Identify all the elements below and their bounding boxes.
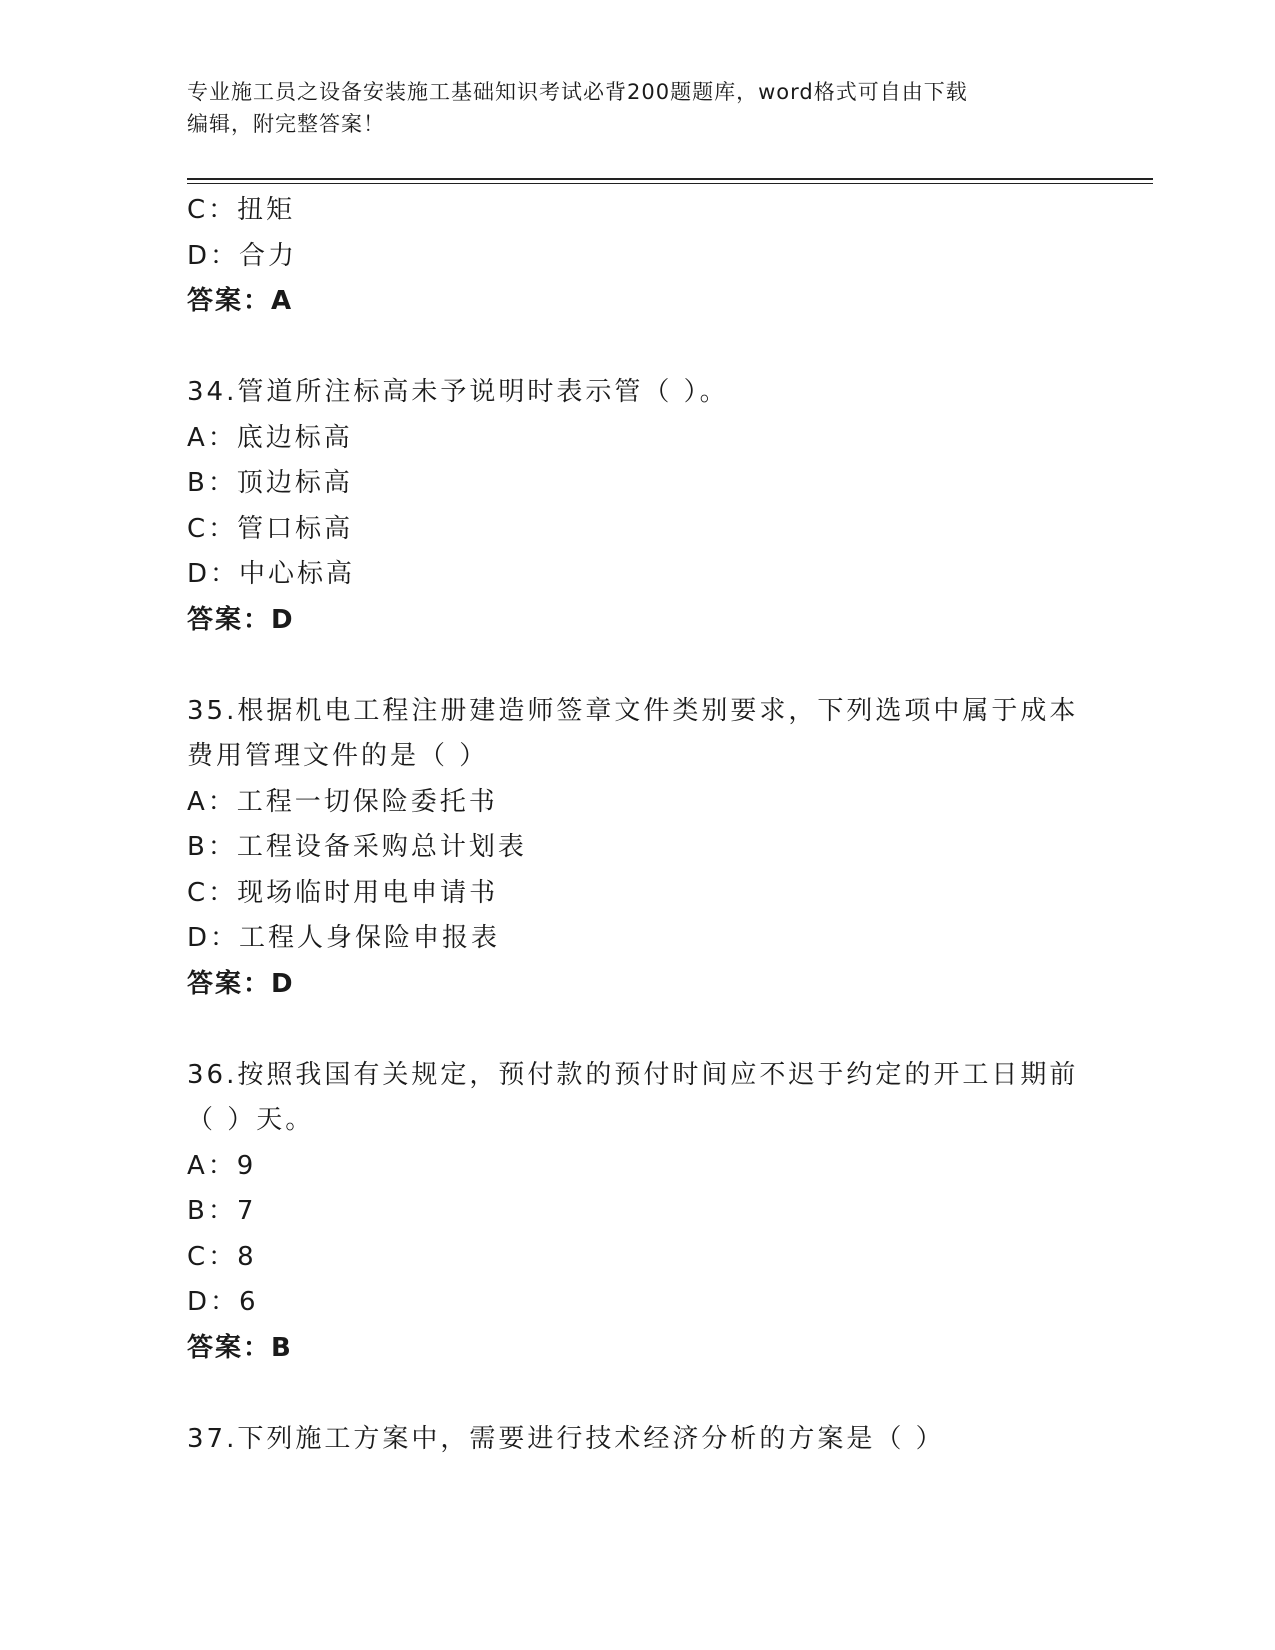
answer-line: 答案：B — [187, 1332, 293, 1363]
document-header — [187, 76, 1087, 140]
option-c: C：8 — [187, 1241, 257, 1272]
question-list — [187, 188, 1107, 1462]
header-divider-thin — [187, 183, 1153, 184]
question-35 — [187, 689, 1107, 1008]
question-stem-cont: 费用管理文件的是（ ） — [187, 741, 489, 771]
answer-line: 答案：D — [187, 604, 295, 635]
option-d: D：合力 — [187, 240, 298, 271]
question-stem: 36.按照我国有关规定，预付款的预付时间应不迟于约定的开工日期前 — [187, 1059, 1079, 1090]
question-stem: 35.根据机电工程注册建造师签章文件类别要求，下列选项中属于成本 — [187, 695, 1079, 726]
question-stem: 37.下列施工方案中，需要进行技术经济分析的方案是（ ） — [187, 1423, 945, 1454]
question-34 — [187, 370, 1107, 643]
spacer — [187, 643, 1107, 689]
option-b: B：顶边标高 — [187, 468, 353, 498]
header-divider-thick — [187, 178, 1153, 180]
option-c: C：扭矩 — [187, 195, 296, 225]
option-d: D：中心标高 — [187, 559, 356, 589]
option-d: D：6 — [187, 1287, 259, 1317]
spacer — [187, 325, 1107, 371]
option-a: A：工程一切保险委托书 — [187, 786, 498, 817]
question-37 — [187, 1417, 1107, 1463]
question-stem: 34.管道所注标高未予说明时表示管（ ）。 — [187, 377, 729, 407]
option-b: B：工程设备采购总计划表 — [187, 832, 527, 862]
question-33-continuation — [187, 188, 1107, 325]
option-d: D：工程人身保险申报表 — [187, 923, 501, 953]
question-36 — [187, 1053, 1107, 1372]
option-a: A：底边标高 — [187, 422, 353, 453]
question-stem-cont: （ ）天。 — [187, 1105, 315, 1135]
header-line-1: 专业施工员之设备安装施工基础知识考试必背200题题库，word格式可自由下载 — [187, 80, 968, 104]
answer-line: 答案：A — [187, 286, 294, 316]
answer-line: 答案：D — [187, 968, 295, 999]
header-line-2: 编辑，附完整答案！ — [187, 112, 385, 136]
option-c: C：管口标高 — [187, 513, 354, 544]
spacer — [187, 1371, 1107, 1417]
option-a: A：9 — [187, 1150, 257, 1181]
option-b: B：7 — [187, 1196, 257, 1226]
spacer — [187, 1007, 1107, 1053]
option-c: C：现场临时用电申请书 — [187, 877, 499, 908]
